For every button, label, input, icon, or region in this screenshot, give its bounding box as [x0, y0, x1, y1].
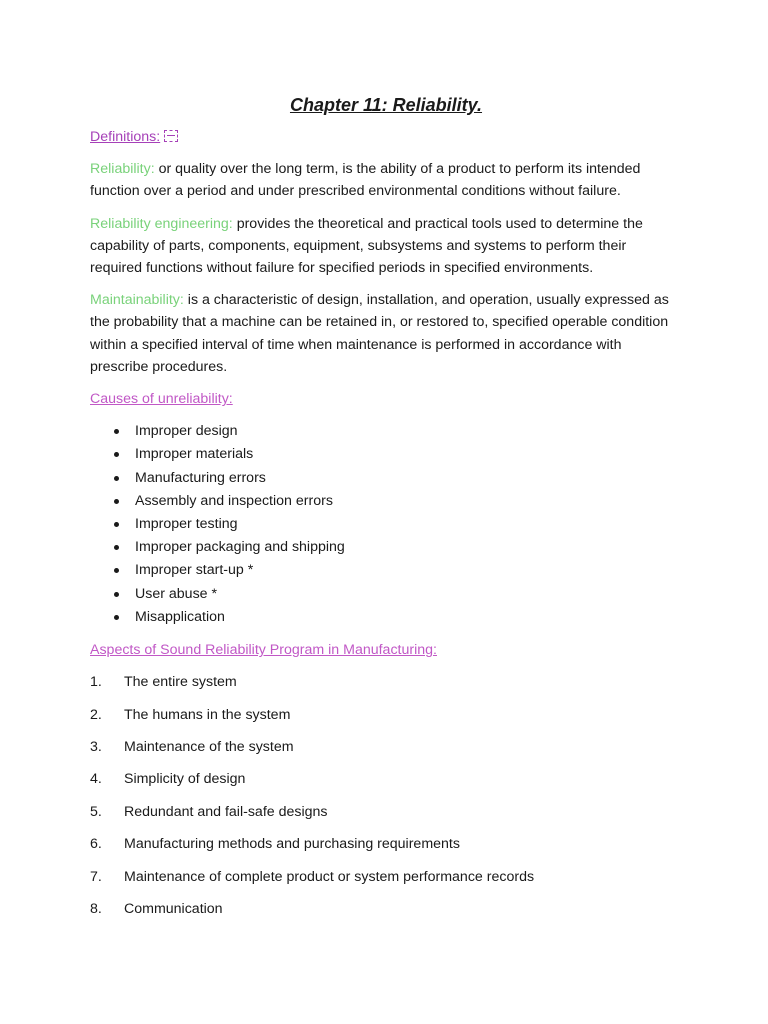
- list-item-text: Simplicity of design: [124, 771, 246, 788]
- definition-reliability-engineering: [90, 213, 682, 280]
- list-item: [90, 704, 682, 726]
- list-item: Improper design: [90, 420, 682, 443]
- definition-maintainability: [90, 289, 682, 378]
- document-page: [90, 92, 682, 930]
- causes-list: [90, 420, 682, 629]
- definition-text: is a characteristic of design, installation, and operation, usually expressed as the probability that a machine can be retained in, or restored to, specified operable condition within a specified interval of time when maintenance is performed in accordance with prescribe procedures.: [90, 292, 669, 375]
- list-item: Improper packaging and shipping: [90, 536, 682, 559]
- list-item: Improper testing: [90, 513, 682, 536]
- list-number: 2.: [90, 706, 102, 723]
- list-item: User abuse *: [90, 583, 682, 606]
- list-number: 5.: [90, 803, 102, 820]
- list-item-text: Communication: [124, 901, 223, 917]
- list-item-text: The humans in the system: [124, 706, 291, 723]
- list-item-text: The entire system: [124, 674, 237, 691]
- list-item-text: Maintenance of the system: [124, 739, 294, 756]
- comment-marker-icon: [164, 130, 178, 142]
- list-item: [90, 671, 682, 693]
- page-title: Chapter 11: Reliability.: [289, 95, 483, 115]
- list-number: 4.: [90, 771, 102, 788]
- list-number: 6.: [90, 836, 102, 853]
- list-item: [90, 833, 682, 855]
- list-item: [90, 768, 682, 790]
- list-item: Improper start-up *: [90, 559, 682, 582]
- definition-reliability: [90, 158, 682, 202]
- list-item: [90, 898, 682, 920]
- definition-term: Reliability:: [90, 161, 155, 178]
- definition-term: Maintainability:: [90, 292, 184, 309]
- list-item: Misapplication: [90, 606, 682, 629]
- list-item: [90, 866, 682, 888]
- list-item-text: Manufacturing methods and purchasing requirements: [124, 836, 460, 853]
- list-item-text: Redundant and fail-safe designs: [124, 803, 328, 820]
- causes-heading: Causes of unreliability:: [90, 391, 233, 408]
- definition-term: Reliability engineering:: [90, 215, 233, 232]
- list-item: Manufacturing errors: [90, 467, 682, 490]
- list-number: 8.: [90, 901, 102, 917]
- aspects-heading: Aspects of Sound Reliability Program in Manufacturing:: [90, 642, 437, 659]
- list-item: Assembly and inspection errors: [90, 490, 682, 513]
- aspects-list: [90, 671, 682, 920]
- list-item: [90, 736, 682, 758]
- list-item-text: Maintenance of complete product or system performance records: [124, 868, 535, 885]
- definitions-heading-label: Definitions:: [90, 129, 161, 145]
- definitions-heading: [90, 126, 682, 148]
- list-number: 1.: [90, 674, 102, 691]
- list-number: 7.: [90, 868, 102, 885]
- list-number: 3.: [90, 739, 102, 756]
- definition-text: or quality over the long term, is the ability of a product to perform its intended function over a period and under prescribed environmental conditions without failure.: [90, 161, 641, 200]
- list-item: Improper materials: [90, 443, 682, 466]
- definition-text: provides the theoretical and practical tools used to determine the capability of parts, components, equipment, subsystems and systems to perform their required functions without failure for specified periods in specified environments.: [90, 215, 643, 277]
- list-item: [90, 801, 682, 823]
